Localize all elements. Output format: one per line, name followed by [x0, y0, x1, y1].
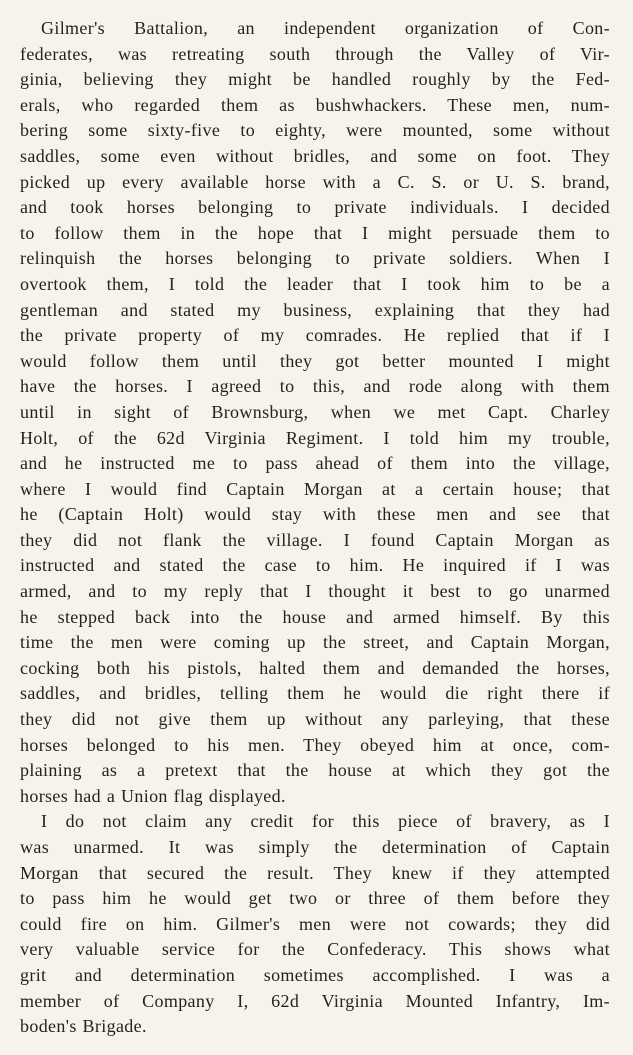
text-line: could fire on him. Gilmer's men were not cowards; they did: [20, 913, 610, 934]
text-line: federates, was retreating south through the Valley of Vir-: [20, 43, 610, 64]
text-line: boden's Brigade.: [20, 1016, 147, 1037]
text-line: and took horses belonging to private individuals. I decided: [20, 197, 610, 218]
text-line: the private property of my comrades. He replied that if I: [20, 325, 610, 346]
text-line: horses had a Union flag displayed.: [20, 785, 286, 806]
paragraph-1: [20, 16, 610, 809]
text-line: ginia, believing they might be handled roughly by the Fed-: [20, 69, 610, 90]
text-line: overtook them, I told the leader that I took him to be a: [20, 273, 610, 294]
text-line: where I would find Captain Morgan at a certain house; that: [20, 478, 610, 499]
text-line: armed, and to my reply that I thought it best to go unarmed: [20, 581, 610, 602]
text-line: have the horses. I agreed to this, and rode along with them: [20, 376, 610, 397]
text-line: time the men were coming up the street, and Captain Morgan,: [20, 632, 610, 653]
text-line: cocking both his pistols, halted them and demanded the horses,: [20, 657, 610, 678]
text-line: relinquish the horses belonging to private soldiers. When I: [20, 248, 610, 269]
text-line: he stepped back into the house and armed himself. By this: [20, 606, 610, 627]
text-line: Gilmer's Battalion, an independent organization of Con-: [41, 18, 610, 38]
text-line: Holt, of the 62d Virginia Regiment. I told him my trouble,: [20, 427, 610, 448]
text-line: Morgan that secured the result. They knew if they attempted: [20, 862, 610, 883]
text-line: saddles, some even without bridles, and some on foot. They: [20, 145, 610, 166]
text-line: member of Company I, 62d Virginia Mounted Infantry, Im-: [20, 990, 610, 1011]
text-line: they did not flank the village. I found Captain Morgan as: [20, 529, 610, 550]
text-line: horses belonged to his men. They obeyed him at once, com-: [20, 734, 610, 755]
text-line: very valuable service for the Confederacy. This shows what: [20, 939, 610, 960]
text-line: he (Captain Holt) would stay with these men and see that: [20, 504, 610, 525]
text-line: was unarmed. It was simply the determination of Captain: [20, 837, 610, 857]
text-line: until in sight of Brownsburg, when we met Capt. Charley: [20, 401, 610, 422]
text-line: instructed and stated the case to him. He inquired if I was: [20, 555, 610, 576]
text-line: they did not give them up without any parleying, that these: [20, 709, 610, 730]
text-line: gentleman and stated my business, explaining that they had: [20, 299, 610, 320]
text-line: erals, who regarded them as bushwhackers. These men, num-: [20, 94, 610, 115]
text-line: to pass him he would get two or three of them before they: [20, 888, 610, 909]
text-line: bering some sixty-five to eighty, were mounted, some without: [20, 120, 610, 141]
paragraph-2: [20, 809, 610, 1039]
text-line: plaining as a pretext that the house at which they got the: [20, 760, 610, 781]
article-body: [20, 16, 610, 1040]
text-line: saddles, and bridles, telling them he would die right there if: [20, 683, 610, 704]
text-line: and he instructed me to pass ahead of them into the village,: [20, 453, 610, 474]
text-line: picked up every available horse with a C. S. or U. S. brand,: [20, 171, 610, 192]
text-line: grit and determination sometimes accomplished. I was a: [20, 964, 610, 985]
text-line: would follow them until they got better mounted I might: [20, 350, 610, 371]
text-line: I do not claim any credit for this piece of bravery, as I: [41, 811, 610, 832]
text-line: to follow them in the hope that I might persuade them to: [20, 222, 610, 243]
